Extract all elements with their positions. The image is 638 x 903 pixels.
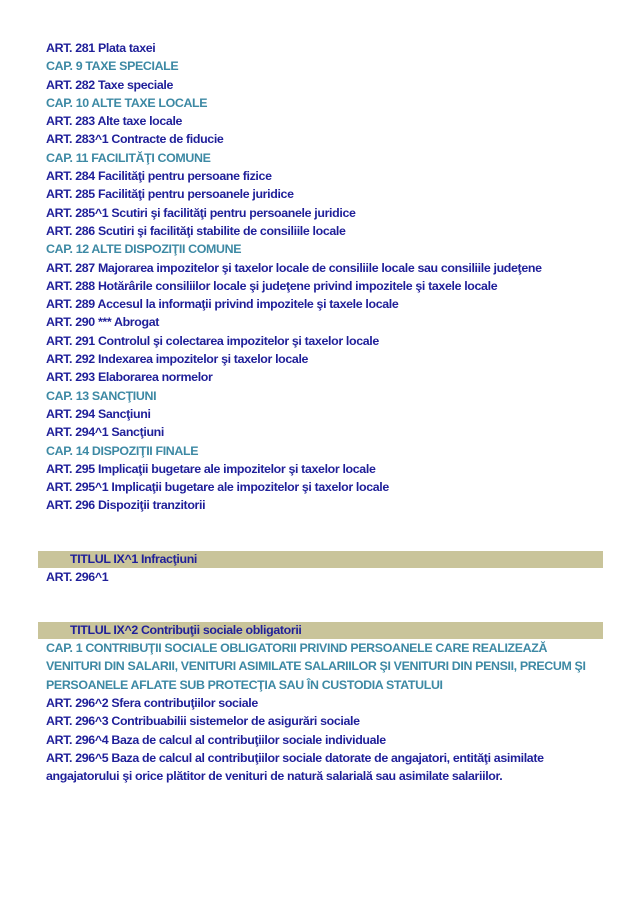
article-line[interactable]: ART. 296^5 Baza de calcul al contribuţiilor sociale datorate de angajatori, entităţi asimilate angajatorului şi orice plătitor de venituri de natură salarială sau asimilate salariilor. xyxy=(46,750,544,784)
article-line[interactable]: ART. 295^1 Implicaţii bugetare ale impozitelor şi taxelor locale xyxy=(46,480,389,495)
article-line[interactable]: ART. 294^1 Sancţiuni xyxy=(46,425,164,440)
chapter-heading[interactable]: CAP. 1 CONTRIBUŢII SOCIALE OBLIGATORII PRIVIND PERSOANELE CARE REALIZEAZĂ VENITURI DIN SALARII, VENITURI ASIMILATE SALARIILOR ŞI VENITURI DIN PENSII, PRECUM ŞI PERSOANELE AFLATE SUB PROTECŢIA SAU ÎN CUSTODIA STATULUI xyxy=(46,641,586,692)
article-line[interactable]: ART. 293 Elaborarea normelor xyxy=(46,370,213,385)
article-line[interactable]: ART. 290 *** Abrogat xyxy=(46,315,160,330)
title-ix2-block xyxy=(38,622,603,785)
spacer xyxy=(38,515,603,551)
section-list-1 xyxy=(38,39,603,515)
article-line[interactable]: ART. 283 Alte taxe locale xyxy=(46,114,183,129)
chapter-heading[interactable]: CAP. 10 ALTE TAXE LOCALE xyxy=(46,95,208,110)
chapter-heading[interactable]: CAP. 13 SANCŢIUNI xyxy=(46,388,157,403)
article-line[interactable]: ART. 282 Taxe speciale xyxy=(46,77,174,92)
title-ix1-block xyxy=(38,551,603,586)
article-line[interactable]: ART. 295 Implicaţii bugetare ale impozitelor şi taxelor locale xyxy=(46,461,376,476)
article-line[interactable]: ART. 291 Controlul şi colectarea impozitelor şi taxelor locale xyxy=(46,333,379,348)
title-heading-bar[interactable]: TITLUL IX^1 Infracţiuni xyxy=(38,551,603,568)
title-heading-bar[interactable]: TITLUL IX^2 Contribuţii sociale obligatorii xyxy=(38,622,603,639)
article-line[interactable]: ART. 287 Majorarea impozitelor şi taxelor locale de consiliile locale sau consiliile judeţene xyxy=(46,260,542,275)
document-page xyxy=(38,39,603,785)
chapter-heading[interactable]: CAP. 14 DISPOZIŢII FINALE xyxy=(46,443,199,458)
chapter-heading[interactable]: CAP. 11 FACILITĂŢI COMUNE xyxy=(46,150,211,165)
article-line[interactable]: ART. 283^1 Contracte de fiducie xyxy=(46,132,224,147)
article-line[interactable]: ART. 296^4 Baza de calcul al contribuţiilor sociale individuale xyxy=(46,732,386,747)
article-line[interactable]: ART. 296^2 Sfera contribuţiilor sociale xyxy=(46,695,258,710)
article-line[interactable]: ART. 296 Dispoziţii tranzitorii xyxy=(46,498,206,513)
chapter-heading[interactable]: CAP. 9 TAXE SPECIALE xyxy=(46,59,179,74)
article-line[interactable]: ART. 288 Hotărârile consiliilor locale şi judeţene privind impozitele şi taxele locale xyxy=(46,278,498,293)
article-line[interactable]: ART. 285^1 Scutiri şi facilităţi pentru persoanele juridice xyxy=(46,205,356,220)
article-line[interactable]: ART. 294 Sancţiuni xyxy=(46,406,151,421)
article-line[interactable]: ART. 296^3 Contribuabilii sistemelor de asigurări sociale xyxy=(46,714,360,729)
chapter-heading[interactable]: CAP. 12 ALTE DISPOZIŢII COMUNE xyxy=(46,242,242,257)
article-line[interactable]: ART. 284 Facilităţi pentru persoane fizice xyxy=(46,169,272,184)
article-line[interactable]: ART. 286 Scutiri şi facilităţi stabilite de consiliile locale xyxy=(46,223,346,238)
spacer xyxy=(38,586,603,622)
article-line[interactable]: ART. 289 Accesul la informaţii privind impozitele şi taxele locale xyxy=(46,297,399,312)
article-line[interactable]: ART. 285 Facilităţi pentru persoanele juridice xyxy=(46,187,294,202)
article-line[interactable]: ART. 296^1 xyxy=(46,569,109,584)
article-line[interactable]: ART. 292 Indexarea impozitelor şi taxelor locale xyxy=(46,352,309,367)
article-line[interactable]: ART. 281 Plata taxei xyxy=(46,41,156,55)
